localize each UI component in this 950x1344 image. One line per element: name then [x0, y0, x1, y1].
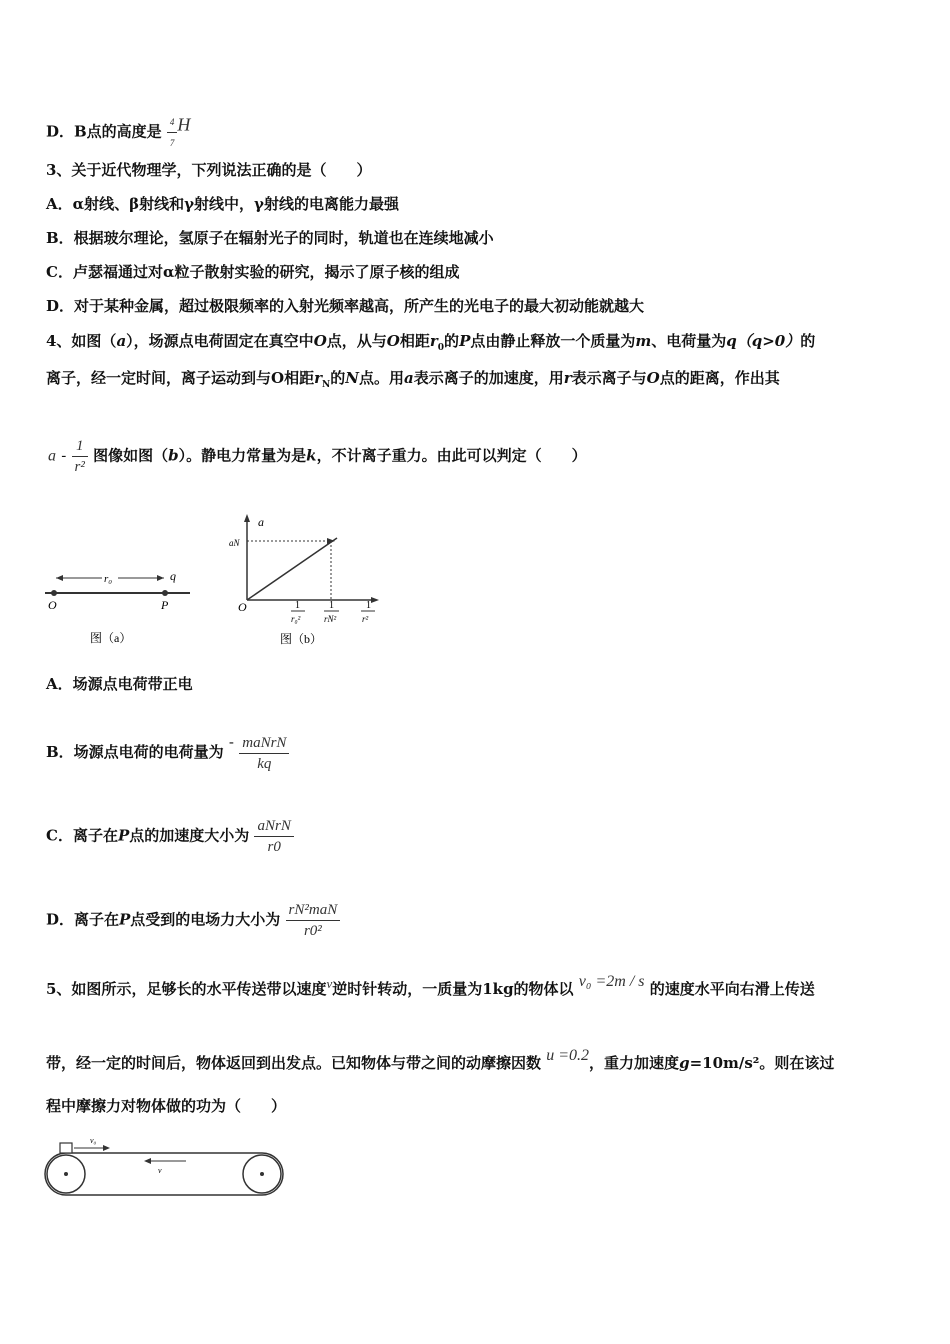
q5-stem-line3: 程中摩擦力对物体做的功为（ ）: [46, 1097, 287, 1115]
fraction: [254, 816, 293, 857]
fraction: [167, 112, 178, 153]
fraction-den: r0²: [303, 923, 322, 939]
figure-a: [40, 560, 200, 650]
block: [60, 1143, 72, 1153]
t: q（q>0）: [726, 332, 801, 350]
fraction: [72, 436, 88, 477]
fraction-den: 7: [169, 138, 175, 148]
t: a: [403, 369, 414, 387]
q3-stem: 3、关于近代物理学，下列说法正确的是（ ）: [46, 161, 372, 179]
tick-1-den: r₀²: [291, 614, 301, 624]
minus-sign: -: [228, 733, 234, 751]
fraction-num: aNrN: [254, 816, 293, 837]
t: k: [306, 446, 317, 465]
caption-b: 图（b）: [280, 632, 323, 646]
t: ，重力加速度: [589, 1054, 680, 1072]
t: O: [313, 332, 327, 350]
v0-label: v₀: [90, 1136, 97, 1145]
r0-label: r₀: [104, 573, 113, 585]
t: 5、如图所示，足够长的水平传送带以速度: [46, 980, 327, 998]
var-v: v: [326, 976, 333, 991]
figure-b: [225, 510, 390, 650]
t: =10m/s²。则在该过: [689, 1054, 835, 1072]
prev-option-d: [46, 112, 190, 153]
t: 点由静止释放一个质量为: [470, 332, 636, 350]
t: N: [321, 380, 331, 390]
t: O: [646, 369, 660, 387]
O-label: O: [48, 598, 57, 612]
t: r: [563, 369, 572, 387]
option-text: B．场源点电荷的电荷量为: [46, 743, 224, 761]
fraction-den: r0: [267, 839, 281, 855]
conveyor-figure: [44, 1133, 289, 1203]
q4-option-d: [46, 900, 340, 941]
q5-stem-line2: [46, 1046, 834, 1073]
q4-option-c: [46, 816, 294, 857]
t: g: [679, 1054, 690, 1072]
a-axis-label: a: [258, 515, 264, 529]
fraction-num: rN²maN: [286, 900, 341, 921]
t: 表示离子的加速度，用: [413, 369, 564, 387]
tick-3-den: r²: [362, 614, 369, 624]
tick-2-num: 1: [329, 600, 334, 611]
t: 点的加速度大小为: [129, 826, 250, 845]
t: b: [168, 446, 179, 465]
belt: [45, 1153, 283, 1195]
dash: -: [61, 446, 67, 465]
fraction-num: 4: [167, 112, 178, 133]
mu-expr: u =0.2: [546, 1047, 590, 1064]
t: 点的距离，作出其: [659, 369, 780, 387]
q5-stem-line1: [46, 972, 815, 999]
fraction-num: 1: [72, 436, 88, 457]
t: 离子，经一定时间，离子运动到与O相距: [46, 369, 315, 387]
t: O: [386, 332, 400, 350]
q4-stem-line2: [46, 368, 780, 395]
t: 的: [444, 332, 460, 350]
t: ），场源点电荷固定在真空中: [126, 332, 314, 350]
t: 点受到的电场力大小为: [130, 910, 281, 929]
q3-option-b: B．根据玻尔理论，氢原子在辐射光子的同时，轨道也在连续地减小: [46, 229, 494, 247]
q4-stem-line1: [46, 331, 815, 358]
tick-3-num: 1: [366, 600, 371, 611]
fraction-den: kq: [257, 755, 272, 772]
t: ，不计离子重力。由此可以判定（ ）: [316, 446, 587, 465]
t: a: [116, 332, 127, 350]
t: C．离子在: [46, 826, 118, 845]
v0-expr: v₀ =2m / s: [578, 973, 645, 990]
q3-option-c: C．卢瑟福通过对α粒子散射实验的研究，揭示了原子核的组成: [46, 263, 460, 281]
caption-a: 图（a）: [90, 631, 132, 645]
t: 相距: [399, 332, 430, 350]
t: D．离子在: [46, 910, 120, 929]
fraction: [239, 733, 289, 774]
q-label: q: [170, 569, 176, 583]
t: 的: [800, 332, 816, 350]
t: 图像如图（: [93, 446, 169, 465]
t: 点。用: [358, 369, 404, 387]
aN-label: aN: [229, 538, 240, 548]
fraction: [286, 900, 341, 941]
t: r: [429, 332, 438, 350]
t: 表示离子与: [571, 369, 647, 387]
t: 的速度水平向右滑上传送: [649, 980, 815, 998]
q3-option-d: D．对于某种金属，超过极限频率的入射光频率越高，所产生的光电子的最大初动能就越大: [46, 297, 645, 315]
t: 带，经一定的时间后，物体返回到出发点。已知物体与带之间的动摩擦因数: [46, 1054, 542, 1072]
t: P: [117, 826, 130, 845]
tick-2-den: rN²: [324, 614, 337, 624]
t: P: [119, 910, 131, 929]
option-text: D．B点的高度是: [46, 122, 162, 141]
t: 0: [437, 343, 445, 353]
var-a: a: [48, 447, 56, 465]
q4-option-a: A．场源点电荷带正电: [46, 675, 193, 693]
O-label: O: [238, 600, 247, 614]
var-H: H: [177, 114, 191, 135]
t: 、电荷量为: [651, 332, 727, 350]
q4-option-b: [46, 732, 289, 774]
t: m: [635, 332, 652, 350]
t: 逆时针转动，一质量为1kg的物体以: [332, 980, 574, 998]
t: 点，从与: [326, 332, 387, 350]
fraction-den: r²: [74, 459, 85, 475]
t: ）。静电力常量为是: [178, 446, 307, 465]
t: r: [314, 369, 322, 387]
t: 4、如图（: [46, 332, 117, 350]
v-label: v: [158, 1166, 162, 1175]
q3-option-a: A．α射线、β射线和γ射线中，γ射线的电离能力最强: [46, 195, 399, 213]
q4-stem-line3: [48, 436, 587, 477]
P-label: P: [161, 598, 169, 612]
fraction-num: maNrN: [239, 733, 289, 754]
t: P: [459, 332, 471, 350]
t: N: [345, 369, 359, 387]
t: 的: [330, 369, 346, 387]
tick-1-num: 1: [295, 600, 300, 611]
